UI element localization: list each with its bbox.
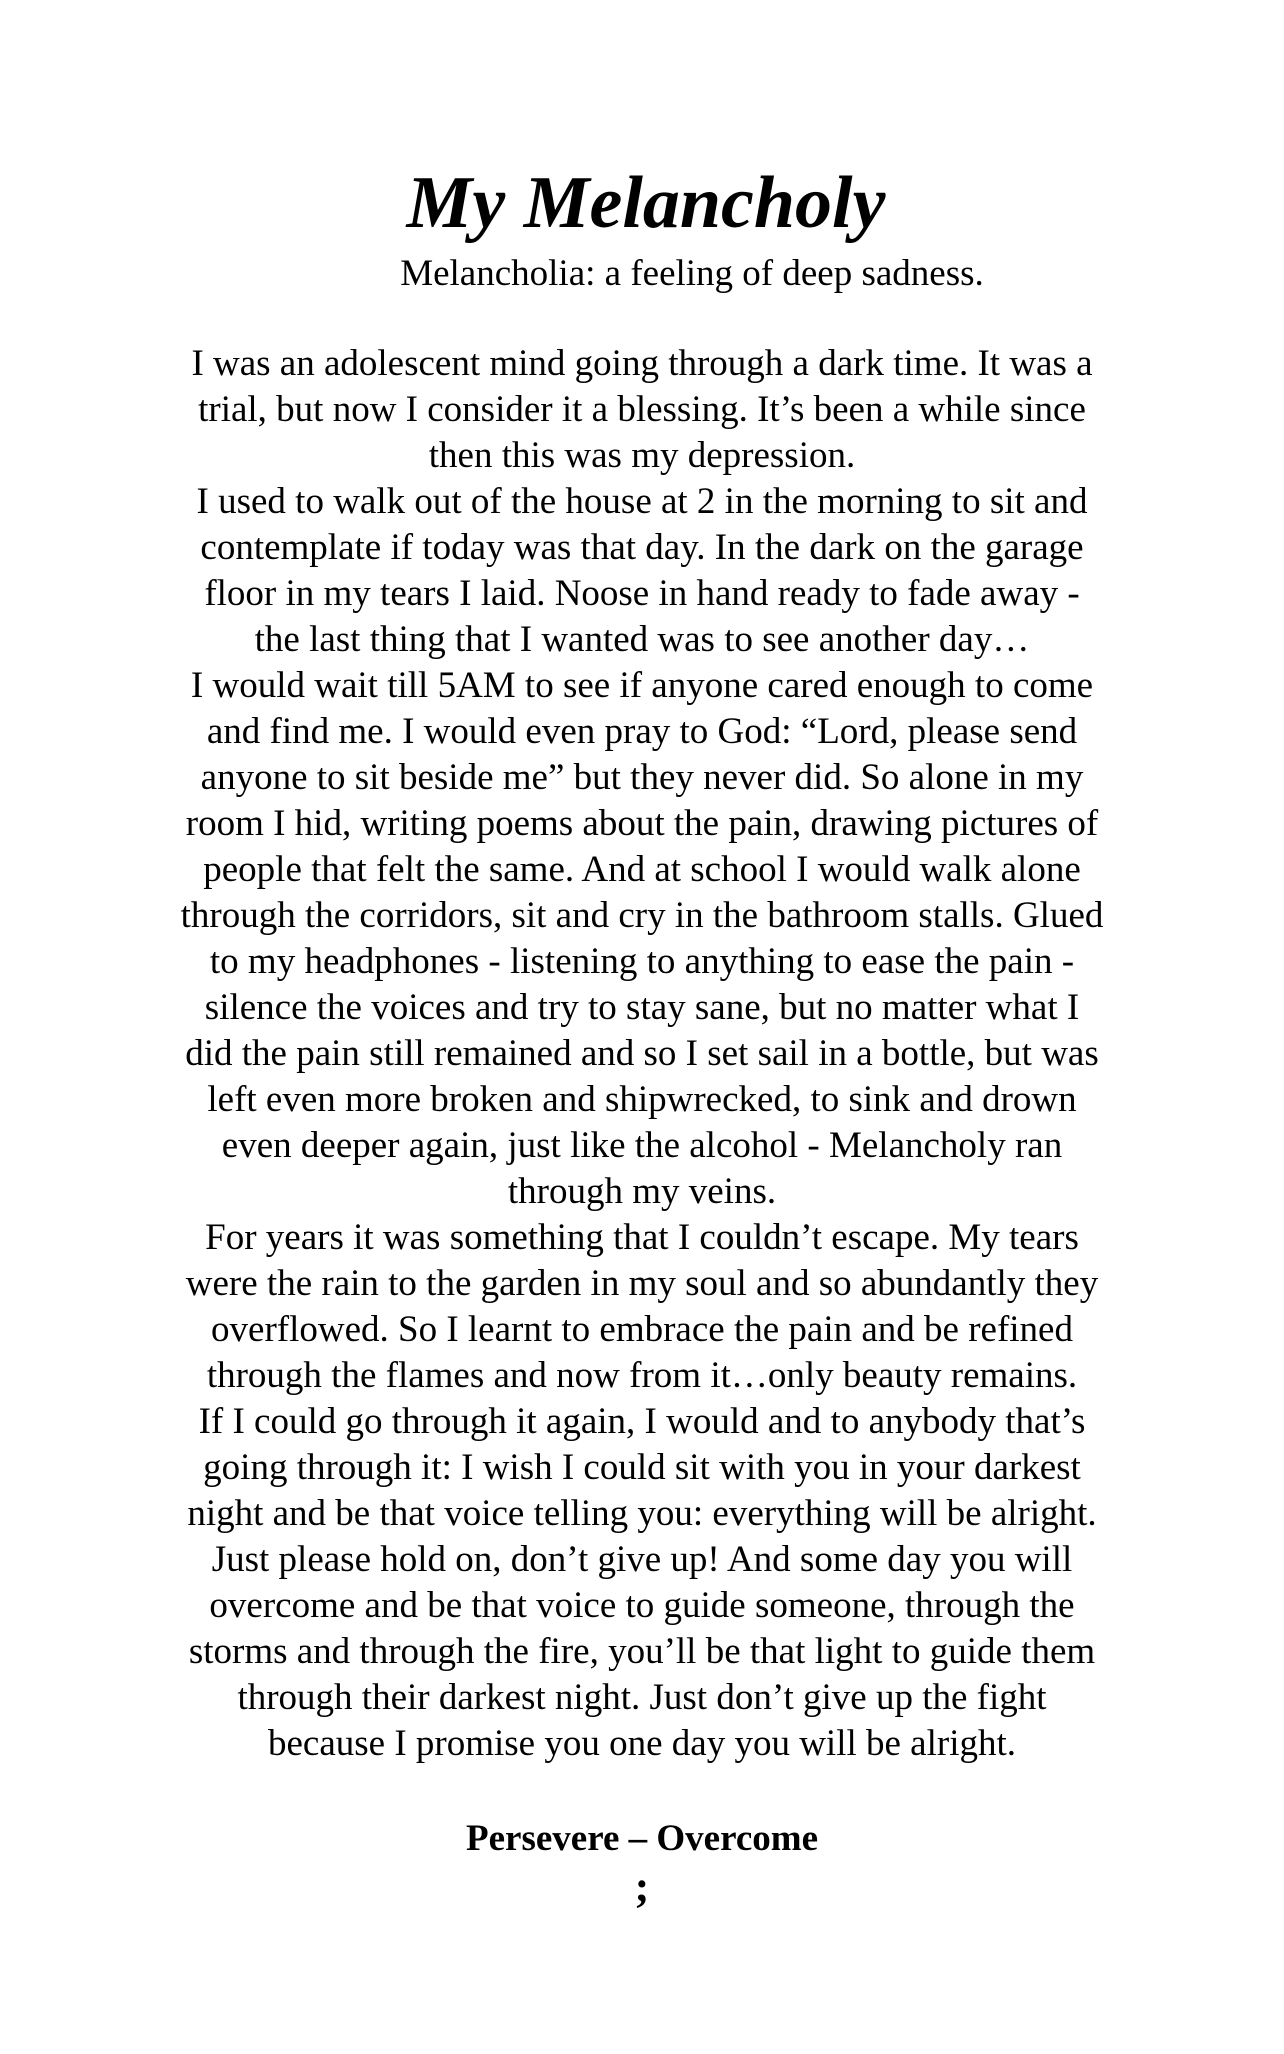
poem-line: night and be that voice telling you: everything will be alright. [187,1493,1097,1534]
poem-body [150,341,1134,1767]
poem-line: people that felt the same. And at school I would walk alone [203,849,1081,890]
poem-line: through my veins. [507,1171,777,1212]
poem-line: through their darkest night. Just don’t give up the fight [237,1677,1047,1718]
poem-line: because I promise you one day you will be alright. [267,1723,1017,1764]
poem-line: to my headphones - listening to anything to ease the pain - [209,941,1075,982]
poem-line: room I hid, writing poems about the pain, drawing pictures of [185,803,1099,844]
poem-line: silence the voices and try to stay sane, but no matter what I [204,987,1080,1028]
closing-line: Persevere – Overcome [466,1818,818,1859]
poem-line: then this was my depression. [428,435,856,476]
poem-line: going through it: I wish I could sit with you in your darkest [203,1447,1081,1488]
poem-line: I would wait till 5AM to see if anyone cared enough to come [190,665,1094,706]
semicolon-mark: ; [634,1862,650,1911]
poem-line: overflowed. So I learnt to embrace the pain and be refined [211,1309,1073,1350]
poem-line: For years it was something that I couldn’t escape. My tears [205,1217,1079,1258]
poem-line: overcome and be that voice to guide someone, through the [209,1585,1075,1626]
poem-subtitle: Melancholia: a feeling of deep sadness. [400,253,984,294]
poem-line: trial, but now I consider it a blessing. It’s been a while since [198,389,1086,430]
poem-line: I was an adolescent mind going through a dark time. It was a [191,343,1093,384]
poem-line: through the corridors, sit and cry in the bathroom stalls. Glued [180,895,1104,936]
poem-line: If I could go through it again, I would and to anybody that’s [198,1401,1086,1442]
poem-line: floor in my tears I laid. Noose in hand ready to fade away - [204,573,1080,614]
poem-line: I used to walk out of the house at 2 in the morning to sit and [196,481,1088,522]
poem-title: My Melancholy [406,162,886,244]
poem-line: Just please hold on, don’t give up! And some day you will [211,1539,1073,1580]
poem-line: anyone to sit beside me” but they never did. So alone in my [200,757,1084,798]
poem-line: the last thing that I wanted was to see another day… [254,619,1030,660]
poem-line: contemplate if today was that day. In the dark on the garage [200,527,1084,568]
poem-line: were the rain to the garden in my soul and so abundantly they [185,1263,1099,1304]
poem-line: and find me. I would even pray to God: “Lord, please send [206,711,1078,752]
poem-line: storms and through the fire, you’ll be that light to guide them [188,1631,1096,1672]
poem-line: even deeper again, just like the alcohol - Melancholy ran [221,1125,1063,1166]
poem-line: left even more broken and shipwrecked, to sink and drown [207,1079,1077,1120]
poem-line: through the flames and now from it…only beauty remains. [206,1355,1078,1396]
poem-line: did the pain still remained and so I set sail in a bottle, but was [185,1033,1099,1074]
